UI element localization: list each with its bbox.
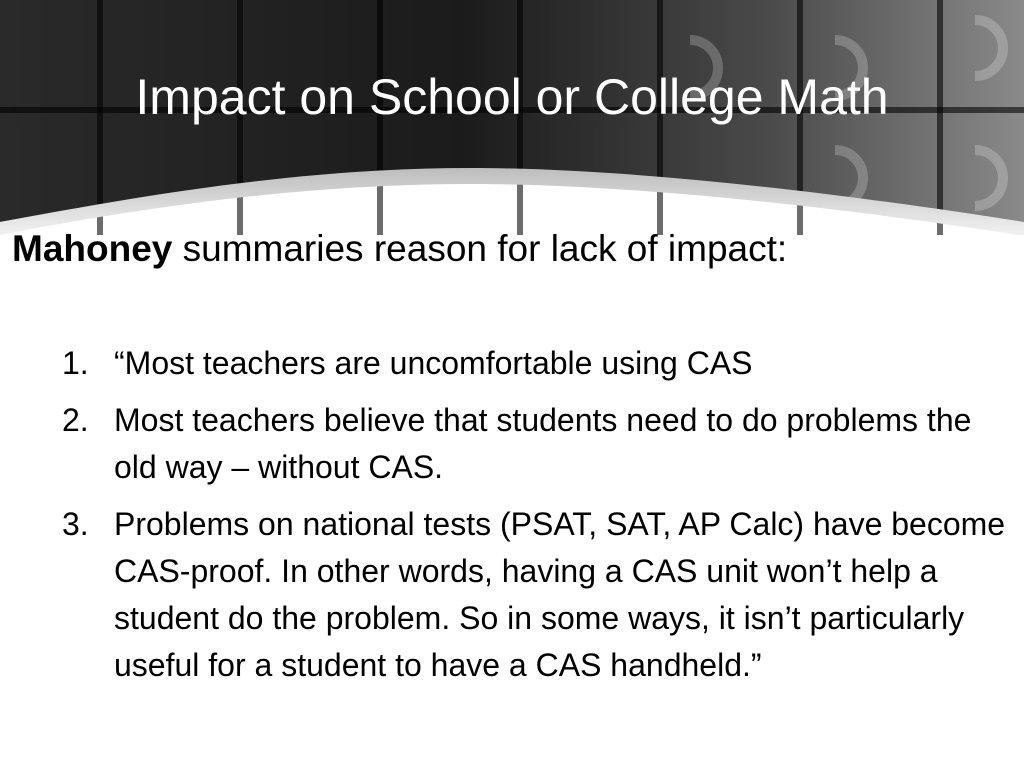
list-item bbox=[0, 397, 1024, 491]
reason-list bbox=[0, 340, 1024, 699]
intro-text: summaries reason for lack of impact: bbox=[172, 228, 788, 269]
list-item bbox=[0, 501, 1024, 689]
list-item-text: “Most teachers are uncomfortable using CAS bbox=[114, 345, 753, 381]
list-item bbox=[0, 340, 1024, 387]
list-item-number: 2. bbox=[62, 402, 89, 438]
list-item-text: Most teachers believe that students need to do problems the old way – without CAS. bbox=[114, 402, 972, 485]
list-item-number: 3. bbox=[62, 506, 89, 542]
list-item-text: Problems on national tests (PSAT, SAT, AP Calc) have become CAS-proof. In other words, having a CAS unit won’t help a student do the problem. So in some ways, it isn’t particularly useful for a student to have a CAS handheld.” bbox=[114, 506, 1006, 683]
list-item-number: 1. bbox=[62, 345, 89, 381]
intro-name: Mahoney bbox=[12, 228, 173, 269]
slide-title: Impact on School or College Math bbox=[135, 69, 889, 125]
intro-line bbox=[12, 224, 1012, 274]
